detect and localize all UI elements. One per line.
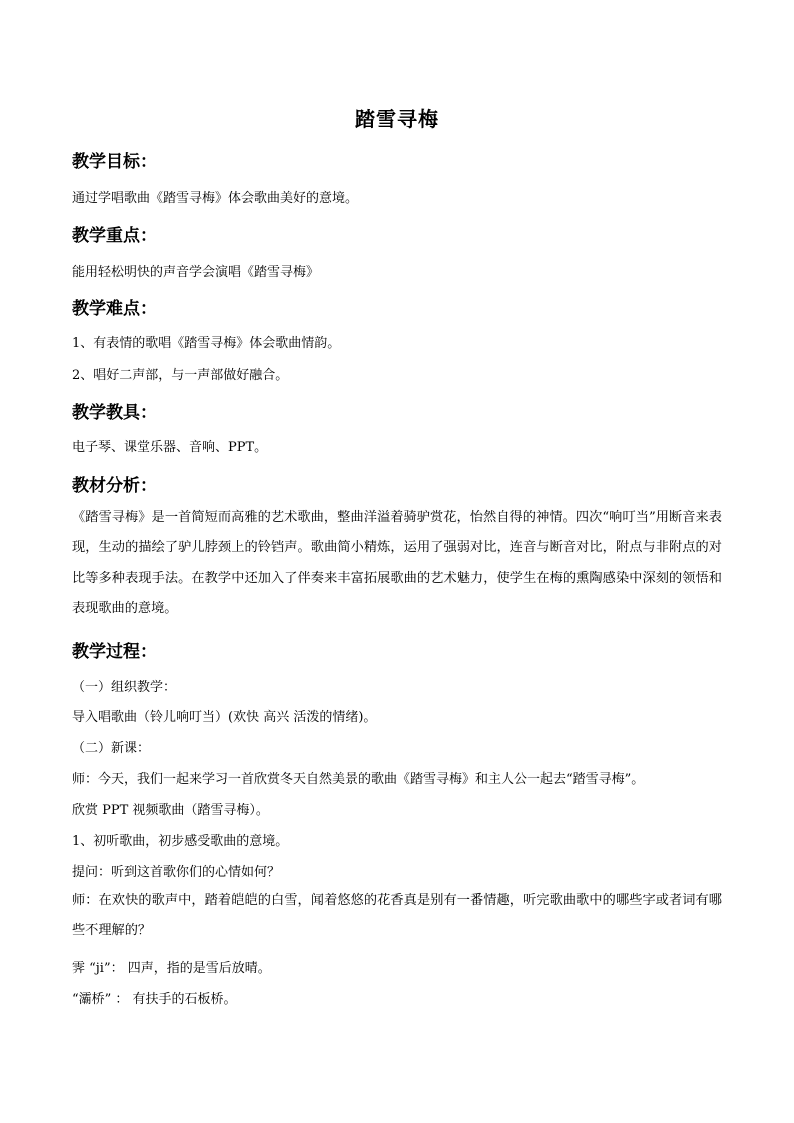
difficulty-line-2: 2、唱好二声部，与一声部做好融合。 [72,368,289,383]
process-line-3: （二）新课： [72,741,151,756]
heading-teaching-process: 教学过程： [72,642,157,662]
goal-line-1: 通过学唱歌曲《踏雪寻梅》体会歌曲美好的意境。 [72,191,359,206]
analysis-paragraph: 《踏雪寻梅》是一首简短而高雅的艺术歌曲，整曲洋溢着骑驴赏花，怡然自得的神情。四次“响叮当”用断音来表现，生动的描绘了驴儿脖颈上的铃铛声。歌曲简小精炼，运用了强弱对比，连音与断音对比，附点与非附点的对比等多种表现手法。在教学中还加入了伴奏来丰富拓展歌曲的艺术魅力，使学生在梅的熏陶感染中深刻的领悟和表现歌曲的意境。 [72,510,722,616]
process-line-7: 提问：听到这首歌你们的心情如何？ [72,865,281,880]
heading-teaching-focus: 教学重点： [72,226,157,246]
heading-teaching-tools: 教学教具： [72,403,157,423]
heading-teaching-goal: 教学目标： [72,152,157,172]
difficulty-line-1: 1、有表情的歌唱《踏雪寻梅》体会歌曲情韵。 [72,336,341,351]
process-line-8: 霁 “ji”： 四声，指的是雪后放晴。 [72,961,271,976]
process-line-4: 师：今天，我们一起来学习一首欣赏冬天自然美景的歌曲《踏雪寻梅》和主人公一起去“踏雪寻梅”。 [72,772,645,787]
process-line-5: 欣赏 PPT 视频歌曲（踏雪寻梅）。 [72,803,269,818]
heading-material-analysis: 教材分析： [72,476,157,496]
document-title: 踏雪寻梅 [355,107,439,131]
process-line-1: （一）组织教学： [72,680,177,695]
heading-teaching-difficulty: 教学难点： [72,299,157,319]
process-line-2: 导入唱歌曲（铃儿响叮当）(欢快 高兴 活泼的情绪)。 [72,710,377,725]
process-line-6: 1、初听歌曲，初步感受歌曲的意境。 [72,834,289,849]
process-line-9: “灞桥” ： 有扶手的石板桥。 [72,992,237,1007]
tools-line-1: 电子琴、课堂乐器、音响、PPT。 [72,440,268,455]
process-paragraph: 师：在欢快的歌声中，踏着皑皑的白雪，闻着悠悠的花香真是别有一番情趣，听完歌曲歌中的哪些字或者词有哪些不理解的？ [72,893,722,939]
focus-line-1: 能用轻松明快的声音学会演唱《踏雪寻梅》 [72,265,320,280]
